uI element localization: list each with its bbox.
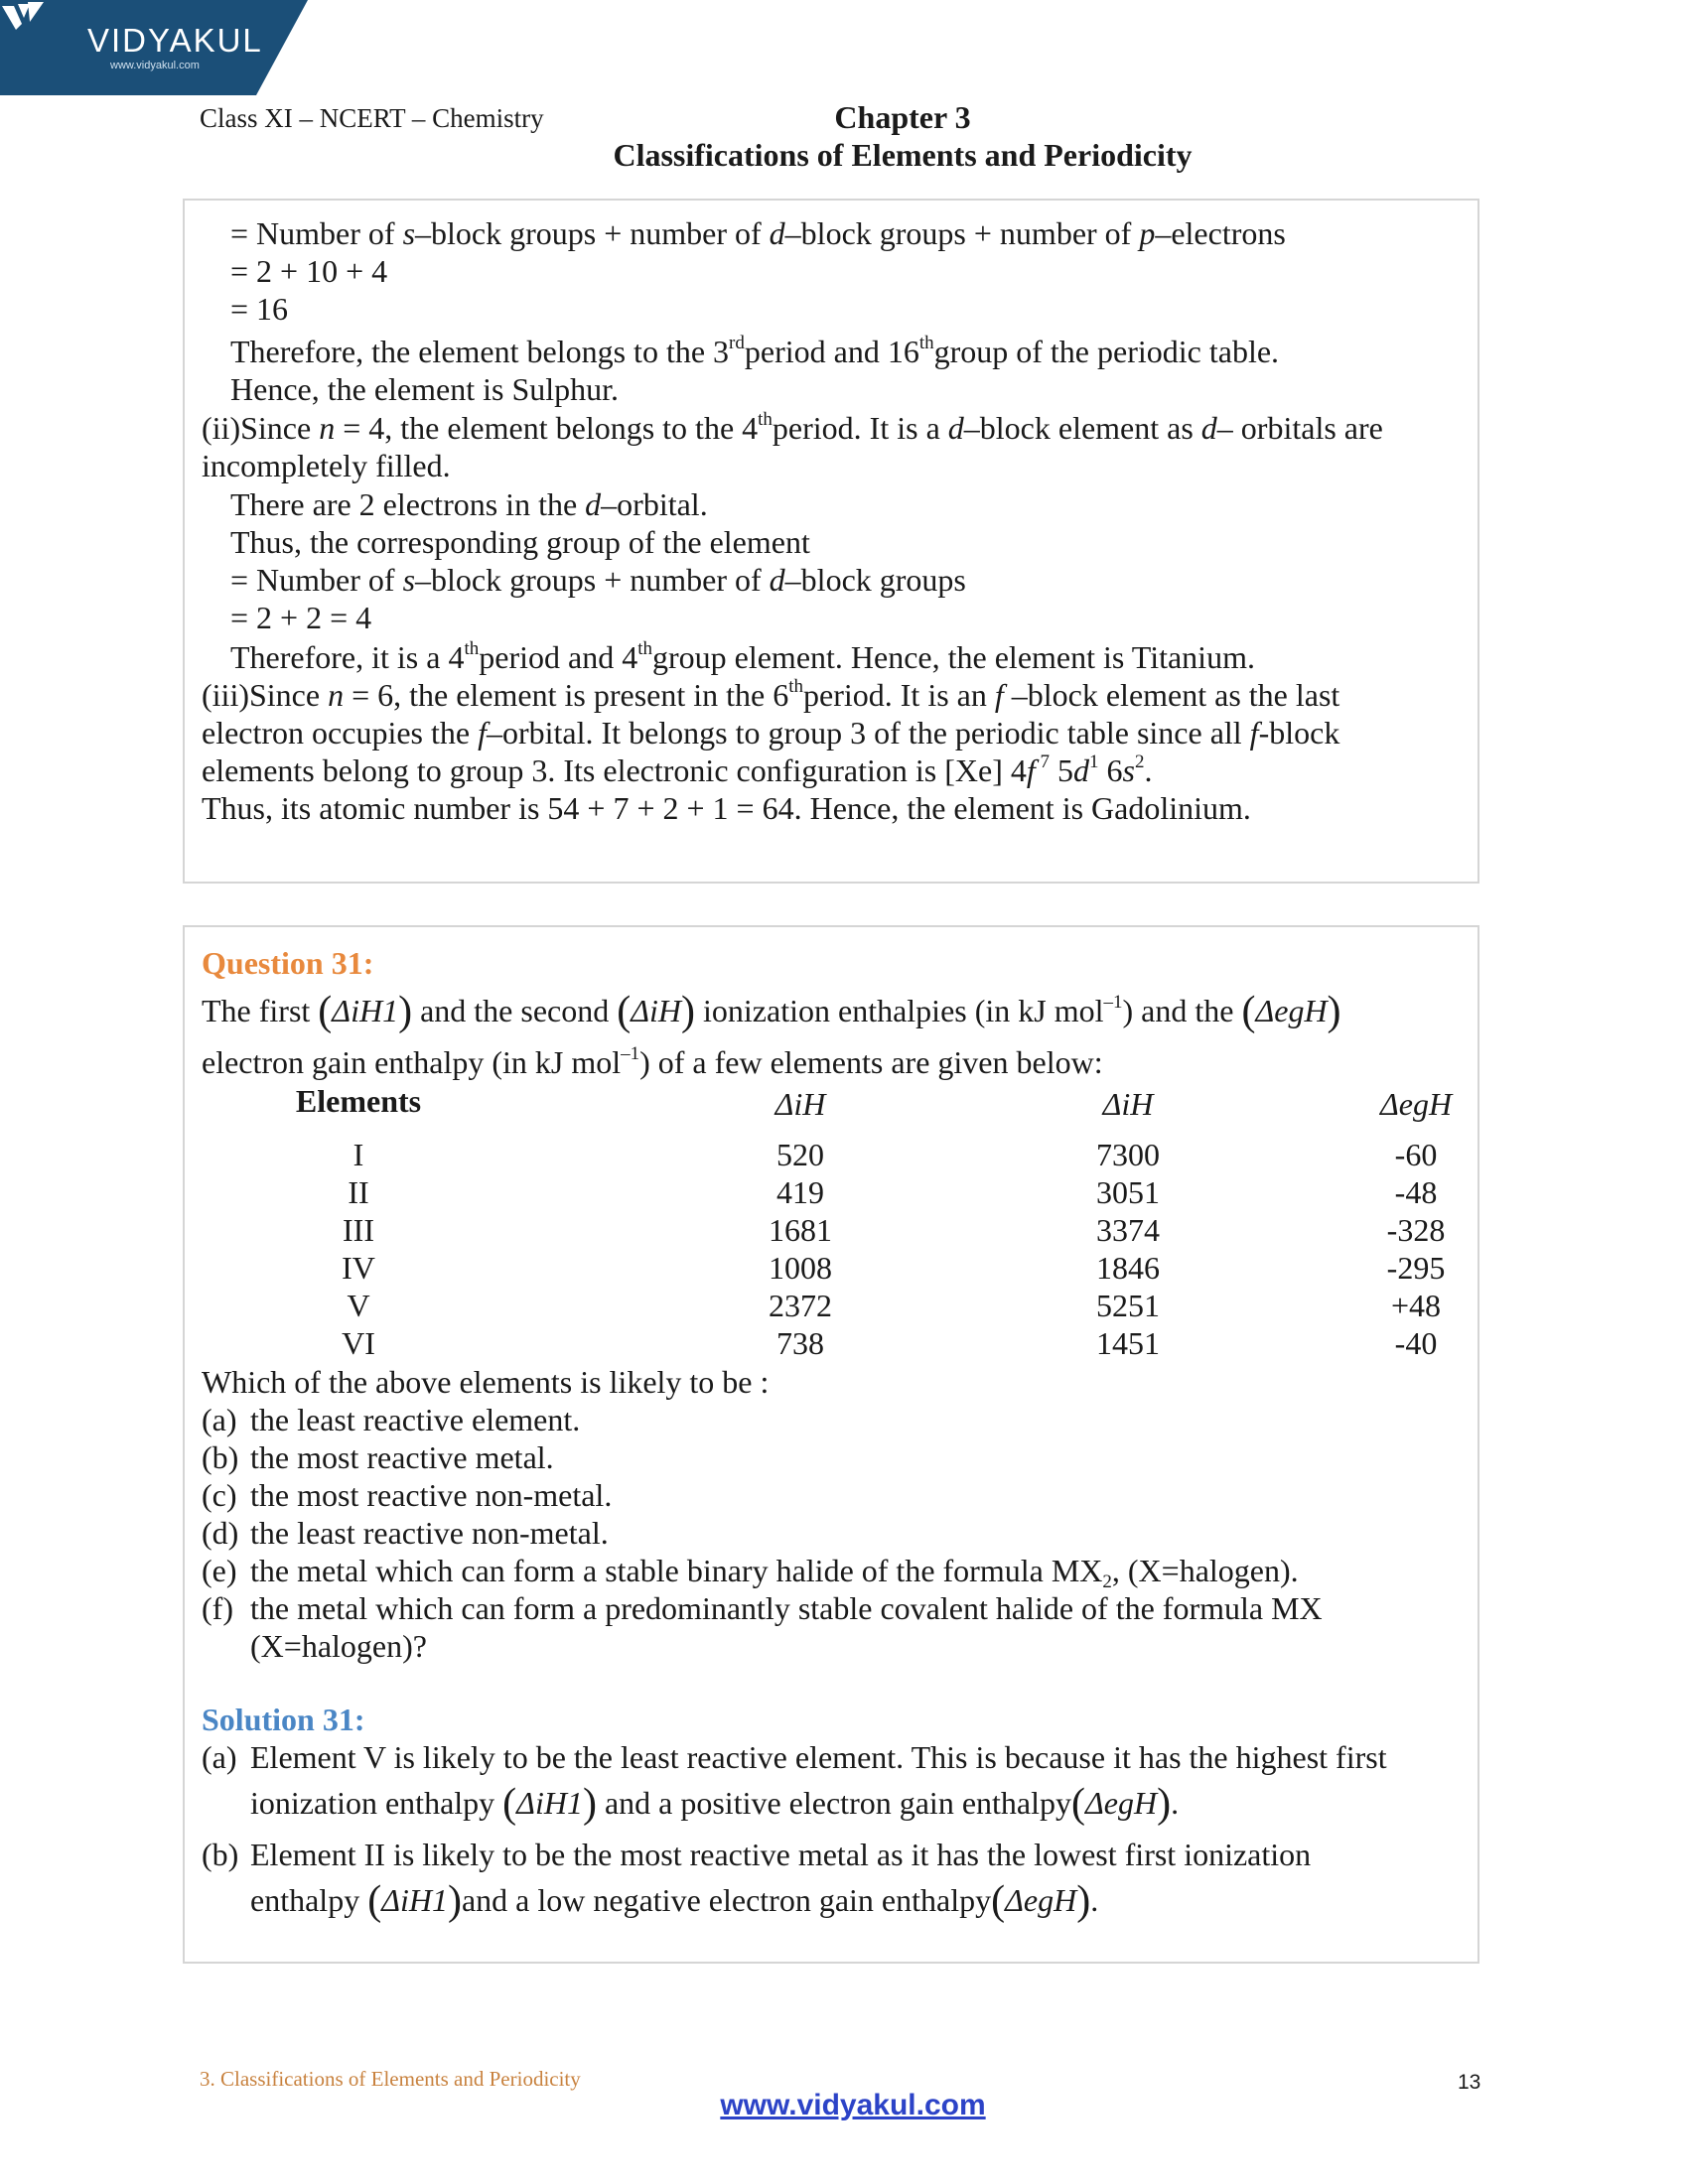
table-cell: VI — [342, 1325, 375, 1361]
question-line: The first (ΔiH1) and the second (ΔiH) ionization enthalpies (in kJ mol$^{-1}$) and the (ΔegH) — [202, 989, 1341, 1034]
logo-mark-icon — [0, 0, 46, 34]
footer-link[interactable]: www.vidyakul.com — [720, 2089, 986, 2121]
option-item: (e) — [202, 1553, 237, 1588]
table-cell: 3374 — [1096, 1212, 1160, 1248]
table-cell: 5251 — [1096, 1288, 1160, 1323]
text-line: incompletely filled. — [202, 448, 451, 483]
table-cell: 1681 — [769, 1212, 832, 1248]
table-cell: -295 — [1386, 1250, 1446, 1286]
text-line: There are 2 electrons in the d–orbital. — [230, 486, 708, 522]
table-cell: 1008 — [769, 1250, 832, 1286]
table-cell: 1846 — [1096, 1250, 1160, 1286]
option-text: the least reactive non-metal. — [250, 1515, 609, 1551]
header-chapter: Chapter 3 — [834, 99, 971, 135]
table-cell: 1451 — [1096, 1325, 1160, 1361]
question-solution-box — [183, 925, 1479, 1964]
table-cell: 2372 — [769, 1288, 832, 1323]
option-item: (c) — [202, 1477, 237, 1513]
text-line: (ii)Since n = 4, the element belongs to the 4thperiod. It is a d–block element as d– orbitals are — [202, 409, 1383, 446]
solution-line: Element II is likely to be the most reactive metal as it has the lowest first ionization — [250, 1837, 1312, 1872]
table-cell: -60 — [1394, 1137, 1438, 1172]
table-cell: II — [348, 1174, 369, 1210]
text-line: = Number of s–block groups + number of d–block groups + number of p–electrons — [230, 215, 1286, 251]
text-line: = 2 + 10 + 4 — [230, 253, 388, 289]
footer-chapter: 3. Classifications of Elements and Periodicity — [200, 2067, 581, 2091]
solution-line: Element V is likely to be the least reactive element. This is because it has the highest first — [250, 1739, 1387, 1775]
header-course: Class XI – NCERT – Chemistry — [200, 103, 544, 133]
text-line: = 2 + 2 = 4 — [230, 600, 372, 635]
table-cell: 520 — [776, 1137, 824, 1172]
question-prompt: Which of the above elements is likely to be : — [202, 1364, 770, 1400]
solution-line: enthalpy (ΔiH1)and a low negative electron gain enthalpy(ΔegH). — [250, 1878, 1099, 1924]
text-line: electron occupies the f–orbital. It belongs to group 3 of the periodic table since all f-block — [202, 715, 1340, 751]
solution-tag: (a) — [202, 1739, 237, 1775]
question-line: electron gain enthalpy (in kJ mol$^{-1}$) of a few elements are given below: — [202, 1043, 1103, 1080]
text-line: Hence, the element is Sulphur. — [230, 371, 620, 407]
table-cell: 3051 — [1096, 1174, 1160, 1210]
table-cell: -40 — [1394, 1325, 1438, 1361]
table-header-first-ie: ΔiH — [774, 1086, 826, 1122]
text-line: Thus, the corresponding group of the element — [230, 524, 810, 560]
logo-banner — [0, 0, 308, 95]
option-item: (f) — [202, 1590, 233, 1626]
table-cell: I — [352, 1137, 364, 1172]
text-line: Therefore, the element belongs to the 3rdperiod and 16thgroup of the periodic table. — [230, 333, 1280, 369]
option-item: (b) — [202, 1439, 239, 1475]
logo-url: www.vidyakul.com — [110, 60, 200, 71]
option-text: the least reactive element. — [250, 1402, 581, 1437]
text-line: (iii)Since n = 6, the element is present in the 6thperiod. It is an f –block element as the last — [202, 676, 1340, 713]
option-text: the most reactive metal. — [250, 1439, 554, 1475]
table-cell: +48 — [1390, 1288, 1442, 1323]
text-line: elements belong to group 3. Its electronic configuration is [Xe] 4f $^7$ $5d^1$ $6s^2$. — [202, 751, 1153, 788]
table-cell: III — [343, 1212, 374, 1248]
question-heading: Question 31: — [202, 945, 374, 981]
table-cell: 738 — [776, 1325, 824, 1361]
table-header-elements: Elements — [295, 1083, 422, 1119]
solution-tag: (b) — [202, 1837, 239, 1872]
answer-continuation-box — [183, 199, 1479, 884]
text-line: Therefore, it is a 4thperiod and 4thgroup element. Hence, the element is Titanium. — [230, 638, 1255, 675]
option-text-continued: (X=halogen)? — [250, 1628, 427, 1664]
table-cell: -48 — [1394, 1174, 1438, 1210]
table-cell: -328 — [1386, 1212, 1446, 1248]
header-title: Classifications of Elements and Periodicity — [613, 137, 1193, 173]
option-text: the metal which can form a predominantly stable covalent halide of the formula MX — [250, 1590, 1323, 1626]
option-item: (a) — [202, 1402, 237, 1437]
table-header-electron-gain: ΔegH — [1379, 1086, 1453, 1122]
page-number: 13 — [1458, 2071, 1481, 2094]
option-item: (d) — [202, 1515, 239, 1551]
solution-heading: Solution 31: — [202, 1702, 365, 1737]
table-header-second-ie: ΔiH — [1102, 1086, 1154, 1122]
text-line: = 16 — [230, 291, 289, 327]
option-text: the most reactive non-metal. — [250, 1477, 613, 1513]
text-line: Thus, its atomic number is 54 + 7 + 2 + 1 = 64. Hence, the element is Gadolinium. — [202, 790, 1251, 826]
logo-text: VIDYAKUL — [87, 22, 263, 59]
table-cell: V — [347, 1288, 370, 1323]
table-cell: 7300 — [1096, 1137, 1160, 1172]
solution-line: ionization enthalpy (ΔiH1) and a positive electron gain enthalpy(ΔegH). — [250, 1781, 1180, 1827]
text-line: = Number of s–block groups + number of d–block groups — [230, 562, 966, 598]
table-cell: IV — [342, 1250, 375, 1286]
option-text: the metal which can form a stable binary halide of the formula $MX_2$, (X=halogen). — [250, 1553, 1299, 1592]
table-cell: 419 — [776, 1174, 824, 1210]
